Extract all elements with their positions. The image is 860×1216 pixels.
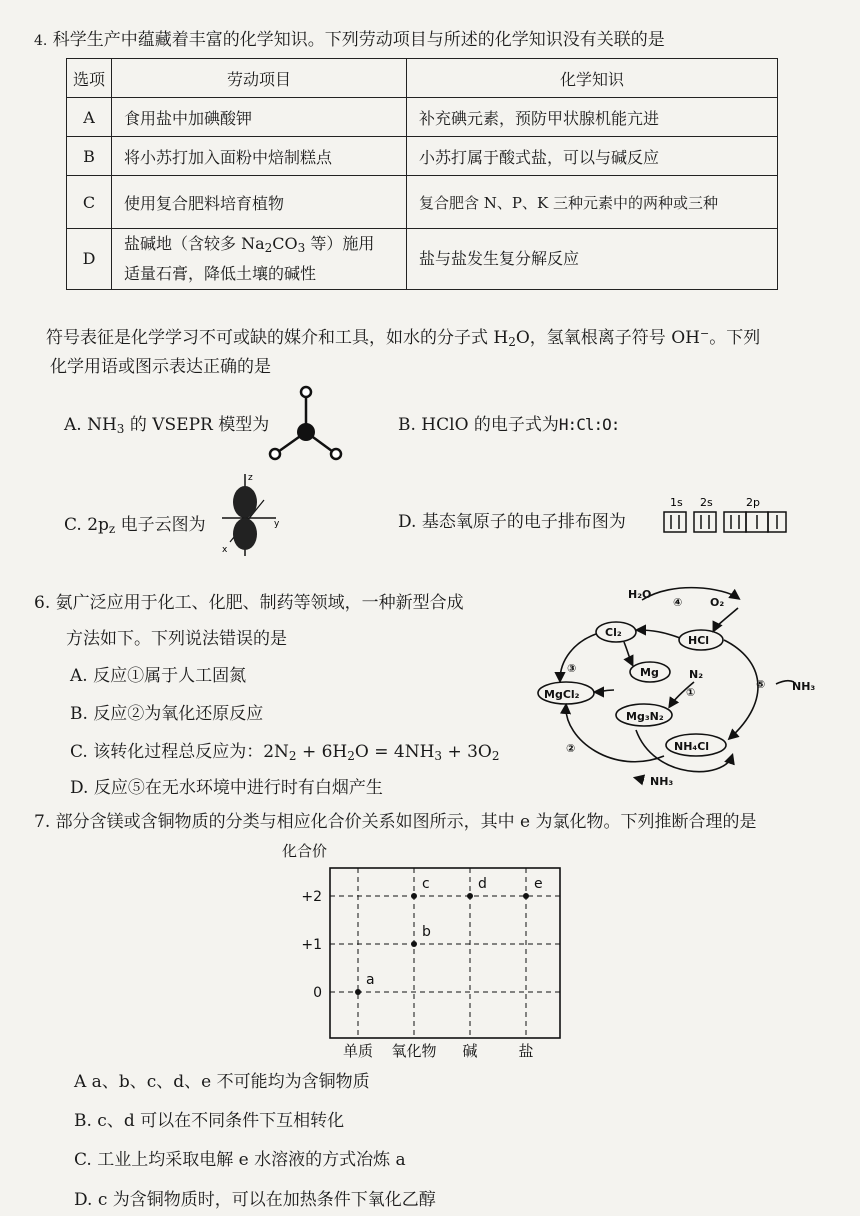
label-mgcl2: MgCl₂ xyxy=(544,688,580,701)
subscript: 2 xyxy=(491,749,500,763)
axis-z-label: z xyxy=(248,473,253,483)
option-text: B. HClO 的电子式为 xyxy=(398,415,559,435)
project-text: 适量石膏，降低土壤的碱性 xyxy=(124,264,317,283)
header-option: 选项 xyxy=(67,59,112,98)
table-row xyxy=(67,137,778,176)
label-r5: ⑤ xyxy=(756,678,766,691)
row-knowledge: 盐与盐发生复分解反应 xyxy=(407,229,778,290)
q6-number: 6. xyxy=(34,593,51,613)
label-r3: ③ xyxy=(567,662,577,675)
project-text: 盐碱地（含较多 Na xyxy=(124,234,265,253)
q7-option-b[interactable]: B. c、d 可以在不同条件下互相转化 xyxy=(74,1111,345,1131)
q6-option-c[interactable] xyxy=(70,740,500,768)
label-hcl: HCl xyxy=(688,634,710,647)
label-h2o: H₂O xyxy=(628,588,652,601)
orbital-label-1s: 1s xyxy=(670,496,683,509)
chart-point xyxy=(523,893,529,899)
chart-point xyxy=(411,893,417,899)
q4-table-header xyxy=(67,59,778,98)
p-orbital-image xyxy=(212,470,282,560)
q7-option-d[interactable]: D. c 为含铜物质时，可以在加热条件下氧化乙醇 xyxy=(74,1190,436,1210)
option-text: C. 该转化过程总反应为：2N xyxy=(70,742,289,762)
chart-ylabel: 化合价 xyxy=(282,842,328,860)
chart-category-label: 单质 xyxy=(342,1042,374,1060)
subscript: z xyxy=(108,522,116,536)
label-r1: ① xyxy=(686,686,696,699)
chart-tick-label: +2 xyxy=(301,889,322,905)
q5-stem-line1 xyxy=(46,322,760,354)
row-project: 使用复合肥料培育植物 xyxy=(112,176,407,229)
row-project: 将小苏打加入面粉中焙制糕点 xyxy=(112,137,407,176)
axis-x-label: x xyxy=(222,545,228,555)
chart-tick-label: 0 xyxy=(313,985,322,1001)
superscript: − xyxy=(699,327,710,340)
q4-stem xyxy=(34,28,665,53)
chart-point xyxy=(467,893,473,899)
q5-option-d[interactable] xyxy=(398,510,626,534)
q7-stem xyxy=(34,810,757,834)
chart-category-label: 碱 xyxy=(462,1042,478,1060)
label-nh3-bottom: NH₃ xyxy=(650,775,674,788)
ammonia-cycle-diagram xyxy=(524,580,830,796)
subscript: 3 xyxy=(297,241,306,255)
table-row xyxy=(67,229,778,290)
chart-point-label: c xyxy=(422,876,430,892)
q6-stem-line2: 方法如下。下列说法错误的是 xyxy=(66,629,287,649)
q5-option-c[interactable] xyxy=(64,513,206,541)
option-text: C. 2p xyxy=(64,515,109,535)
chart-category-label: 氧化物 xyxy=(391,1042,437,1060)
chart-point-label: e xyxy=(534,876,543,892)
row-knowledge: 复合肥含 N、P、K 三种元素中的两种或三种 xyxy=(407,176,778,229)
subscript: 2 xyxy=(264,241,273,255)
header-project: 劳动项目 xyxy=(112,59,407,98)
row-option: A xyxy=(67,98,112,137)
row-knowledge: 补充碘元素，预防甲状腺机能亢进 xyxy=(407,98,778,137)
orbital-diagram xyxy=(660,494,790,540)
row-option: B xyxy=(67,137,112,176)
q6-option-b[interactable]: B. 反应②为氧化还原反应 xyxy=(70,704,264,724)
table-row xyxy=(67,98,778,137)
row-option: C xyxy=(67,176,112,229)
q5-text: O，氢氧根离子符号 OH xyxy=(515,328,700,348)
subscript: 2 xyxy=(347,749,355,763)
chart-point-label: a xyxy=(366,972,375,988)
q4-number: 4. xyxy=(34,33,48,49)
option-text: 电子云图为 xyxy=(115,515,206,535)
row-option: D xyxy=(67,229,112,290)
chart-category-label: 盐 xyxy=(518,1042,534,1060)
q4-table xyxy=(66,58,778,290)
row-project xyxy=(112,229,407,290)
chart-point-label: d xyxy=(478,876,487,892)
label-r4: ④ xyxy=(673,596,683,609)
q7-option-a[interactable]: A a、b、c、d、e 不可能均为含铜物质 xyxy=(74,1072,370,1092)
q7-text: 部分含镁或含铜物质的分类与相应化合价关系如图所示，其中 e 为氯化物。下列推断合理的是 xyxy=(55,812,757,832)
q7-number: 7. xyxy=(34,812,51,832)
orbital-label-2p: 2p xyxy=(746,496,760,509)
q4-stem-text: 科学生产中蕴藏着丰富的化学知识。下列劳动项目与所述的化学知识没有关联的是 xyxy=(52,30,665,50)
q5-stem-line2: 化学用语或图示表达正确的是 xyxy=(50,357,271,377)
chart-point-label: b xyxy=(422,924,431,940)
q6-option-d[interactable]: D. 反应⑤在无水环境中进行时有白烟产生 xyxy=(70,778,383,798)
label-nh3-right: NH₃ xyxy=(792,680,816,693)
row-project: 食用盐中加碘酸钾 xyxy=(112,98,407,137)
q6-stem-line1 xyxy=(34,591,464,615)
label-o2: O₂ xyxy=(710,596,725,609)
option-text: O = 4NH xyxy=(354,742,435,762)
project-text: 等）施用 xyxy=(305,234,375,253)
project-text: CO xyxy=(272,234,298,253)
row-knowledge: 小苏打属于酸式盐，可以与碱反应 xyxy=(407,137,778,176)
label-nh4cl: NH₄Cl xyxy=(674,740,710,753)
option-text: A. NH xyxy=(64,415,117,435)
label-mg: Mg xyxy=(640,666,659,679)
q7-option-c[interactable]: C. 工业上均采取电解 e 水溶液的方式冶炼 a xyxy=(74,1150,406,1170)
electron-formula: H:Cl:O: xyxy=(558,415,620,434)
option-text: + 3O xyxy=(442,742,492,762)
q5-text: 符号表征是化学学习不可或缺的媒介和工具，如水的分子式 H xyxy=(46,328,509,348)
option-text: D. 基态氧原子的电子排布图为 xyxy=(398,512,626,532)
valence-chart xyxy=(270,838,590,1060)
option-text: 的 VSEPR 模型为 xyxy=(124,415,270,435)
subscript: 3 xyxy=(116,422,125,436)
chart-tick-label: +1 xyxy=(301,937,322,953)
subscript: 2 xyxy=(288,749,297,763)
q5-text: 。下列 xyxy=(709,328,761,348)
orbital-label-2s: 2s xyxy=(700,496,713,509)
label-mg3n2: Mg₃N₂ xyxy=(626,710,664,723)
label-r2: ② xyxy=(566,742,576,755)
subscript: 3 xyxy=(434,749,443,763)
vsepr-model-image xyxy=(262,382,352,472)
q6-text: 氨广泛应用于化工、化肥、制药等领域，一种新型合成 xyxy=(55,593,464,613)
subscript: 2 xyxy=(508,335,516,349)
table-row xyxy=(67,176,778,229)
chart-point xyxy=(355,989,361,995)
chart-point xyxy=(411,941,417,947)
q6-option-a[interactable]: A. 反应①属于人工固氮 xyxy=(70,666,247,686)
header-knowledge: 化学知识 xyxy=(407,59,778,98)
option-text: + 6H xyxy=(296,742,348,762)
label-cl2: Cl₂ xyxy=(605,626,622,639)
axis-y-label: y xyxy=(274,519,280,529)
q5-option-a[interactable] xyxy=(64,413,269,441)
label-n2: N₂ xyxy=(689,668,704,681)
q5-option-b[interactable] xyxy=(398,413,619,437)
